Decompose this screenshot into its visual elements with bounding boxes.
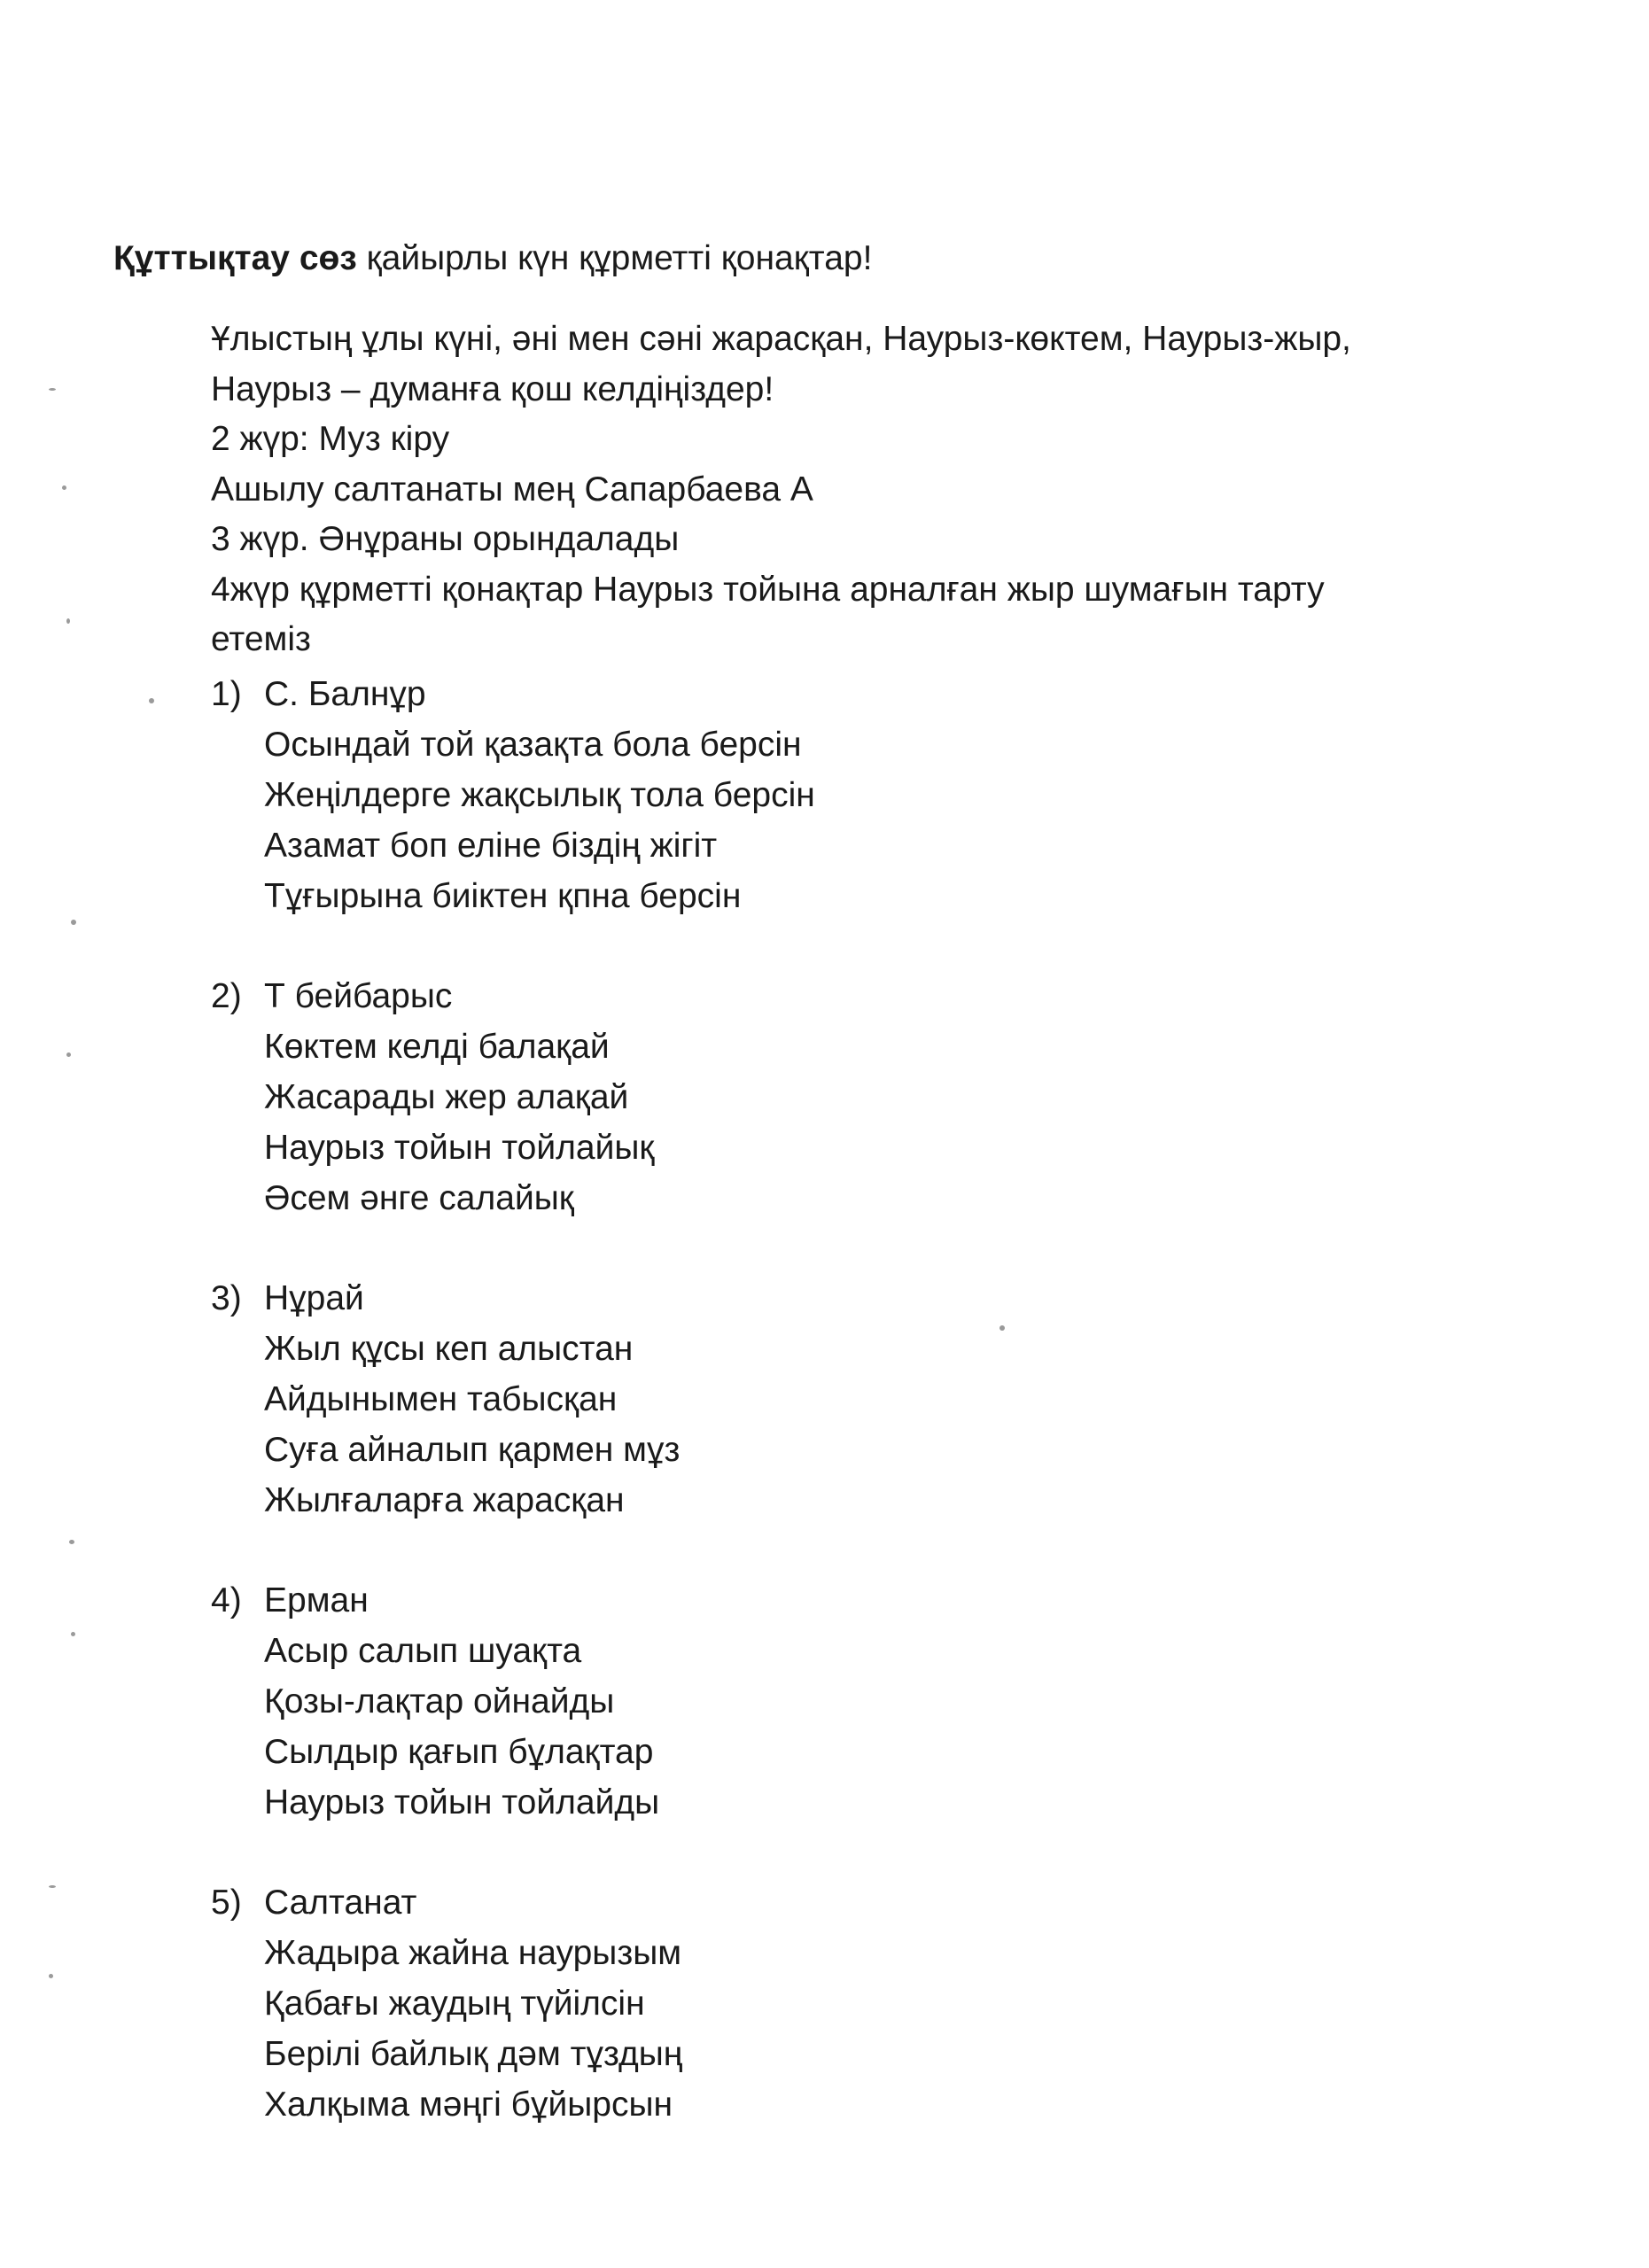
scan-speck bbox=[49, 1885, 56, 1888]
poem-number: 5) bbox=[211, 1884, 242, 1922]
poem-line: Суға айналып қармен мұз bbox=[264, 1431, 681, 1469]
intro-line: Ашылу салтанаты мең Сапарбаева А bbox=[211, 470, 813, 509]
poem-number: 3) bbox=[211, 1279, 242, 1317]
poem-line: Сылдыр қағып бұлақтар bbox=[264, 1733, 654, 1771]
poem-line: Жылғаларға жарасқан bbox=[264, 1481, 625, 1519]
scan-speck bbox=[71, 1632, 75, 1636]
poem-author: Т бейбарыс bbox=[264, 977, 453, 1015]
greeting-bold: Құттықтау сөз bbox=[113, 239, 357, 277]
greeting-text: қайырлы күн құрметті қонақтар! bbox=[366, 239, 873, 277]
poem-number: 4) bbox=[211, 1581, 242, 1619]
poem-line: Жыл құсы кеп алыстан bbox=[264, 1330, 634, 1368]
poem-item bbox=[211, 971, 1451, 1223]
poem-number: 1) bbox=[211, 675, 242, 713]
poem-author: С. Балнұр bbox=[264, 675, 426, 713]
poem-line: Әсем әнге салайық bbox=[264, 1179, 574, 1217]
poem-line: Берілі байлық дәм тұздың bbox=[264, 2035, 683, 2073]
poem-line: Жеңілдерге жақсылық тола берсін bbox=[264, 776, 815, 814]
poem-line: Қозы-лақтар ойнайды bbox=[264, 1682, 615, 1720]
poem-line: Асыр салып шуақта bbox=[264, 1632, 582, 1670]
poem-line: Тұғырына биіктен қпна берсін bbox=[264, 877, 742, 915]
poem-item bbox=[211, 1877, 1451, 2130]
intro-line: 4жүр құрметті қонақтар Наурыз тойына арналған жыр шумағын тарту bbox=[211, 570, 1325, 609]
poem-number: 2) bbox=[211, 977, 242, 1015]
poem-author: Ерман bbox=[264, 1581, 369, 1619]
poem-heading bbox=[211, 971, 1451, 1021]
poem-line: Жадыра жайна наурызым bbox=[264, 1934, 682, 1972]
scan-speck bbox=[66, 618, 70, 624]
poem-line: Көктем келді балақай bbox=[264, 1028, 610, 1066]
poem-line: Қабағы жаудың түйілсін bbox=[264, 1984, 645, 2023]
scan-speck bbox=[71, 920, 76, 925]
scan-speck bbox=[1000, 1325, 1005, 1331]
poem-author: Салтанат bbox=[264, 1884, 417, 1922]
poem-heading bbox=[211, 669, 1451, 719]
poem-author: Нұрай bbox=[264, 1279, 364, 1317]
poem-heading bbox=[211, 1877, 1451, 1928]
poem-item bbox=[211, 1575, 1451, 1828]
scan-speck bbox=[49, 1974, 53, 1978]
intro-line: Ұлыстың ұлы күні, әні мен сәні жарасқан, Наурыз-көктем, Наурыз-жыр, bbox=[211, 320, 1351, 358]
poem-heading bbox=[211, 1273, 1451, 1324]
scan-speck bbox=[149, 698, 154, 703]
poem-item bbox=[211, 669, 1451, 921]
intro-line: Наурыз – думанға қош келдіңіздер! bbox=[211, 369, 774, 408]
scan-speck bbox=[49, 388, 56, 391]
intro-block bbox=[211, 315, 1575, 665]
poem-line: Халқыма мәңгі бұйырсын bbox=[264, 2085, 673, 2124]
poem-item bbox=[211, 1273, 1451, 1526]
intro-line: 3 жүр. Әнұраны орындалады bbox=[211, 520, 680, 558]
poem-line: Азамат боп еліне біздің жігіт bbox=[264, 827, 718, 865]
poem-line: Наурыз тойын тойлайды bbox=[264, 1783, 660, 1821]
scan-speck bbox=[69, 1540, 74, 1544]
poem-line: Жасарады жер алақай bbox=[264, 1078, 629, 1116]
greeting-line bbox=[113, 239, 872, 278]
poem-line: Айдынымен табысқан bbox=[264, 1380, 618, 1418]
poem-line: Осындай той қазақта бола берсін bbox=[264, 726, 802, 764]
poem-line: Наурыз тойын тойлайық bbox=[264, 1129, 655, 1167]
intro-line: 2 жүр: Муз кіру bbox=[211, 420, 450, 458]
scan-speck bbox=[62, 485, 66, 490]
poem-list bbox=[211, 669, 1451, 2179]
poem-heading bbox=[211, 1575, 1451, 1626]
scan-speck bbox=[66, 1052, 71, 1057]
intro-line: етеміз bbox=[211, 620, 311, 658]
